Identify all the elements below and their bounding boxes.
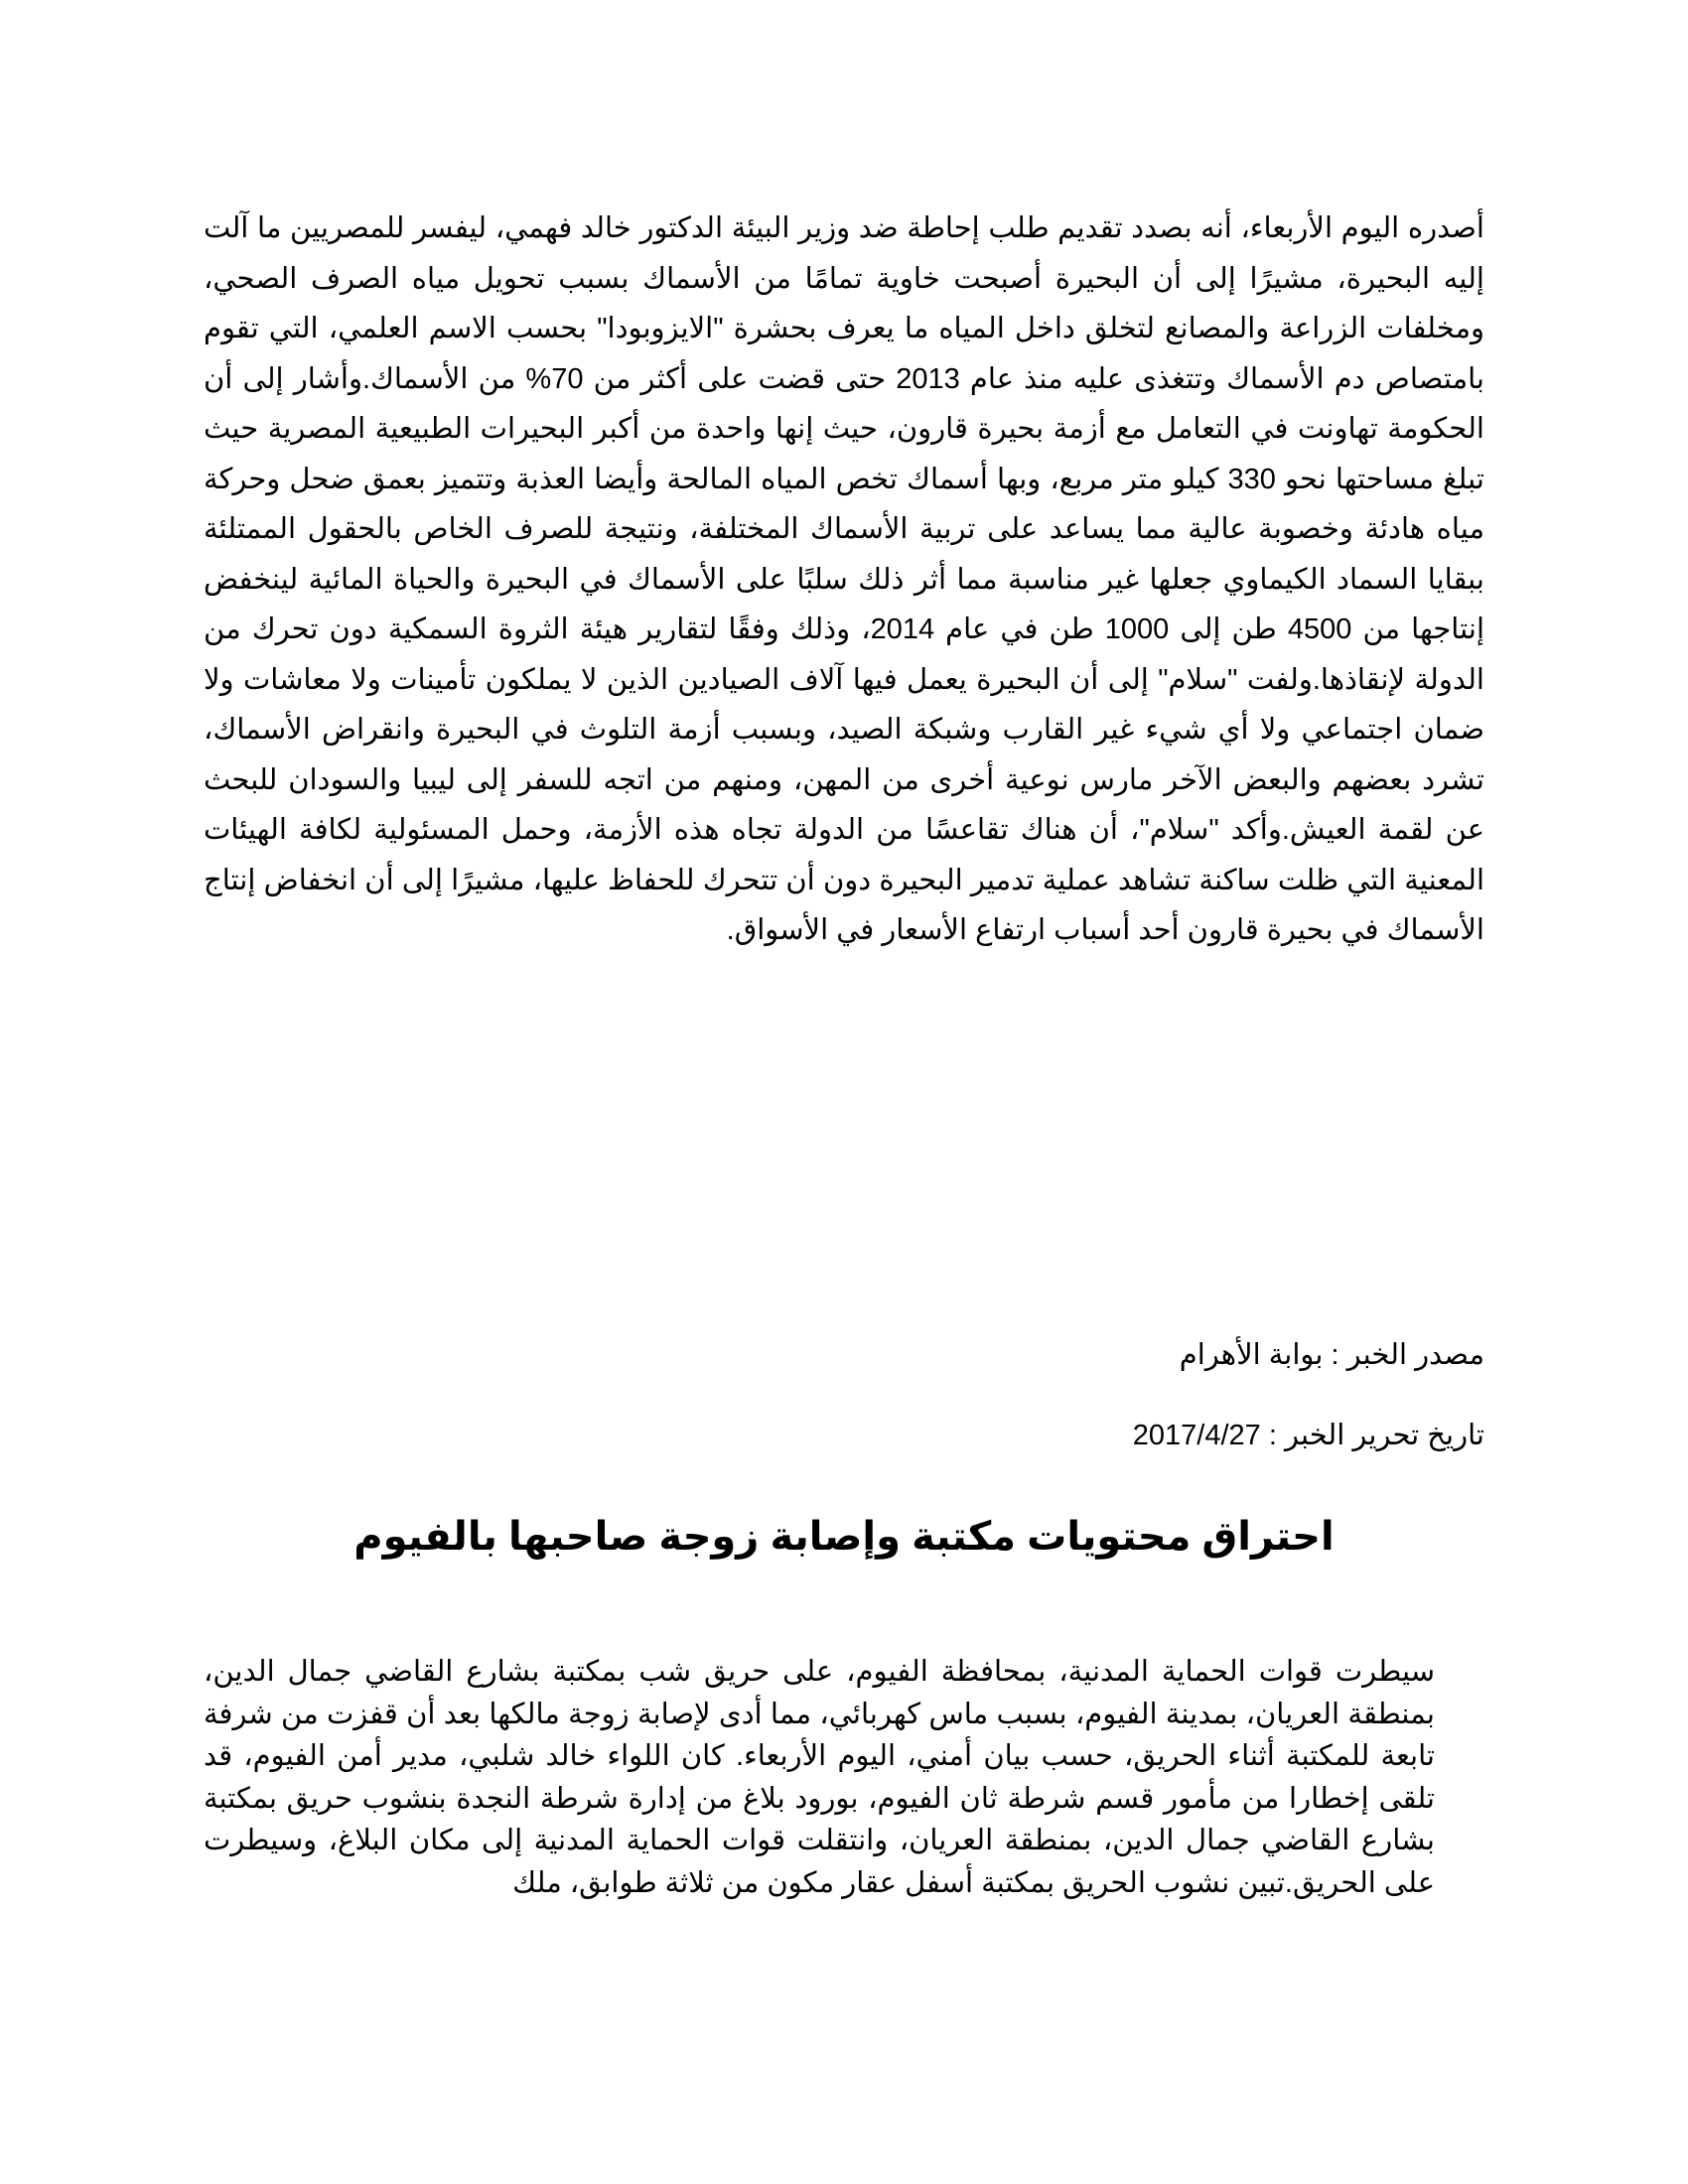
article-2-paragraph: سيطرت قوات الحماية المدنية، بمحافظة الفيوم، على حريق شب بمكتبة بشارع القاضي جمال الدين، بمنطقة العريان، بمدينة الفيوم، بسبب ماس كهربائي، مما أدى لإصابة زوجة مالكها بعد أن قفزت من شرفة تابعة للمكتبة أثناء الحريق، حسب بيان أمني، اليوم الأربعاء. كان اللواء خالد شلبي، مدير أمن الفيوم، قد تلقى إخطارا من مأمور قسم شرطة ثان الفيوم، بورود بلاغ من إدارة شرطة النجدة بنشوب حريق بمكتبة بشارع القاضي جمال الدين، بمنطقة العريان، وانتقلت قوات الحماية المدنية إلى مكان البلاغ، وسيطرت على الحريق.تبين نشوب الحريق بمكتبة أسفل عقار مكون من ثلاثة طوابق، ملك [204,1656,1435,1899]
news-source: مصدر الخبر : بوابة الأهرام [1179,1339,1484,1371]
article-1-body [204,204,1484,956]
article-1-paragraph: أصدره اليوم الأربعاء، أنه بصدد تقديم طلب إحاطة ضد وزير البيئة الدكتور خالد فهمي، ليفسر للمصريين ما آلت إليه البحيرة، مشيرًا إلى أن البحيرة أصبحت خاوية تمامًا من الأسماك بسبب تحويل مياه الصرف الصحي، ومخلفات الزراعة والمصانع لتخلق داخل المياه ما يعرف بحشرة "الايزوبودا" بحسب الاسم العلمي، التي تقوم بامتصاص دم الأسماك وتتغذى عليه منذ عام 2013 حتى قضت على أكثر من 70% من الأسماك.وأشار إلى أن الحكومة تهاونت في التعامل مع أزمة بحيرة قارون، حيث إنها واحدة من أكبر البحيرات الطبيعية المصرية حيث تبلغ مساحتها نحو 330 كيلو متر مربع، وبها أسماك تخص المياه المالحة وأيضا العذبة وتتميز بعمق ضحل وحركة مياه هادئة وخصوبة عالية مما يساعد على تربية الأسماك المختلفة، ونتيجة للصرف الخاص بالحقول الممتلئة ببقايا السماد الكيماوي جعلها غير مناسبة مما أثر ذلك سلبًا على الأسماك في البحيرة والحياة المائية لينخفض إنتاجها من 4500 طن إلى 1000 طن في عام 2014، وذلك وفقًا لتقارير هيئة الثروة السمكية دون تحرك من الدولة لإنقاذها.ولفت "سلام" إلى أن البحيرة يعمل فيها آلاف الصيادين الذين لا يملكون تأمينات ولا معاشات ولا ضمان اجتماعي ولا أي شيء غير القارب وشبكة الصيد، وبسبب أزمة التلوث في البحيرة وانقراض الأسماك، تشرد بعضهم والبعض الآخر مارس نوعية أخرى من المهن، ومنهم من اتجه للسفر إلى ليبيا والسودان للبحث عن لقمة العيش.وأكد "سلام"، أن هناك تقاعسًا من الدولة تجاه هذه الأزمة، وحمل المسئولية لكافة الهيئات المعنية التي ظلت ساكنة تشاهد عملية تدمير البحيرة دون أن تتحرك للحفاظ عليها، مشيرًا إلى أن انخفاض إنتاج الأسماك في بحيرة قارون أحد أسباب ارتفاع الأسعار في الأسواق. [204,212,1485,946]
article-2-body [204,1651,1435,1904]
article-2-headline: احتراق محتويات مكتبة وإصابة زوجة صاحبها بالفيوم [353,1515,1335,1559]
news-date: تاريخ تحرير الخبر : 2017/4/27 [1132,1420,1484,1451]
